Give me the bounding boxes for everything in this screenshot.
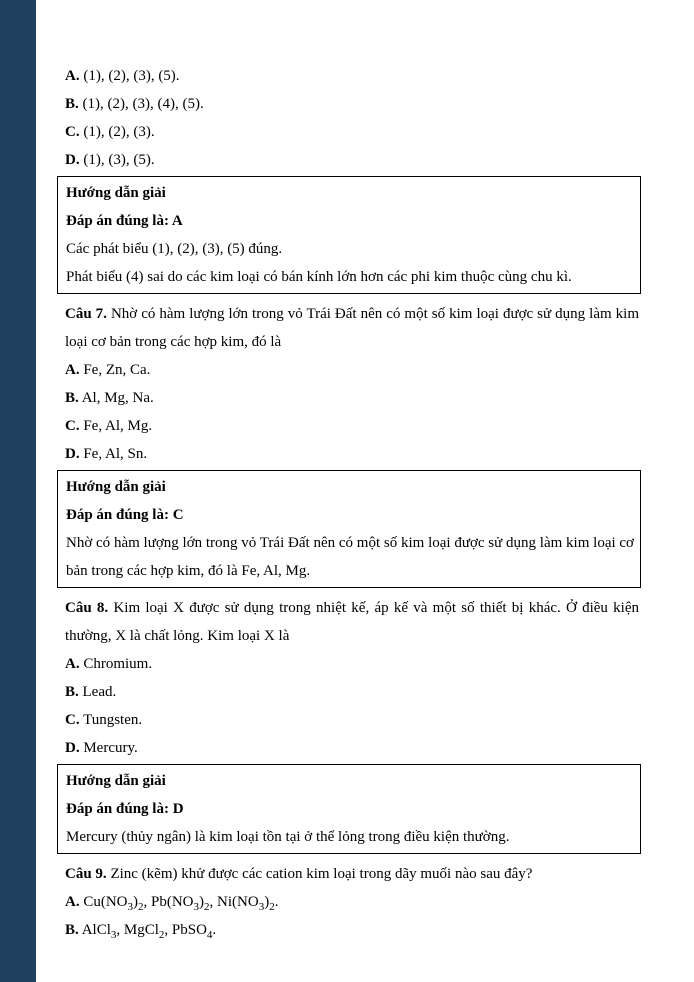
- text-run: D.: [65, 152, 80, 168]
- text-run: Đáp án đúng là: A: [66, 213, 183, 229]
- text-run: Cu(NO: [79, 894, 128, 910]
- subscript-run: 2: [158, 929, 165, 941]
- text-run: Các phát biểu (1), (2), (3), (5) đúng.: [66, 241, 283, 257]
- text-run: A.: [65, 362, 80, 378]
- text-run: (1), (2), (3), (5).: [79, 68, 180, 84]
- text-run: Hướng dẫn giải: [66, 479, 166, 495]
- text-run: Kim loại X được sử dụng trong nhiệt kế, áp kế và một số thiết bị khác. Ở điều kiện thường, X là chất lỏng. Kim loại X là: [65, 600, 639, 644]
- paragraph-group: [57, 62, 641, 174]
- text-run: AlCl: [78, 922, 111, 938]
- solution-box: [57, 470, 641, 588]
- text-run: Lead.: [78, 684, 117, 700]
- text-run: Hướng dẫn giải: [66, 185, 166, 201]
- subscript-run: 3: [110, 929, 117, 941]
- text-run: ): [199, 894, 205, 910]
- text-line: [57, 62, 641, 90]
- text-run: Câu 9.: [65, 866, 107, 882]
- text-line: [57, 412, 641, 440]
- text-run: (1), (2), (3).: [79, 124, 155, 140]
- subscript-run: 2: [204, 901, 210, 913]
- text-run: Tungsten.: [79, 712, 143, 728]
- subscript-run: 4: [206, 929, 213, 941]
- text-run: , PbSO: [164, 922, 207, 938]
- text-run: B.: [65, 96, 79, 112]
- text-run: Al, Mg, Na.: [78, 390, 154, 406]
- text-line: [58, 263, 636, 291]
- text-run: D.: [65, 740, 80, 756]
- text-run: C.: [65, 712, 80, 728]
- paragraph-group: [57, 300, 641, 468]
- paragraph-group: [57, 860, 641, 944]
- text-run: Mercury (thủy ngân) là kim loại tồn tại ở thể lỏng trong điều kiện thường.: [66, 829, 510, 845]
- subscript-run: 3: [193, 901, 200, 913]
- text-line: [58, 473, 636, 501]
- text-run: A.: [65, 656, 80, 672]
- left-edge-bar: [0, 0, 36, 982]
- solution-box: [57, 176, 641, 294]
- text-run: (1), (3), (5).: [79, 152, 155, 168]
- text-run: B.: [65, 684, 79, 700]
- text-line: [57, 300, 641, 356]
- text-line: [57, 678, 641, 706]
- text-line: [58, 529, 636, 585]
- text-run: A.: [65, 894, 80, 910]
- text-run: Đáp án đúng là: D: [66, 801, 184, 817]
- text-line: [58, 501, 636, 529]
- text-run: .: [212, 922, 217, 938]
- text-run: , Ni(NO: [209, 894, 259, 910]
- text-run: Hướng dẫn giải: [66, 773, 166, 789]
- text-run: .: [274, 894, 279, 910]
- text-run: Nhờ có hàm lượng lớn trong vỏ Trái Đất nên có một số kim loại được sử dụng làm kim loại cơ bản trong các hợp kim, đó là Fe, Al, Mg.: [66, 535, 634, 579]
- text-run: C.: [65, 418, 80, 434]
- text-run: C.: [65, 124, 80, 140]
- text-run: Đáp án đúng là: C: [66, 507, 184, 523]
- text-run: Fe, Al, Mg.: [79, 418, 153, 434]
- subscript-run: 2: [138, 901, 144, 913]
- text-run: A.: [65, 68, 80, 84]
- text-line: [57, 384, 641, 412]
- text-line: [57, 888, 641, 916]
- text-line: [58, 207, 636, 235]
- text-line: [57, 118, 641, 146]
- text-run: Câu 7.: [65, 306, 107, 322]
- text-line: [58, 795, 636, 823]
- text-run: D.: [65, 446, 80, 462]
- text-run: (1), (2), (3), (4), (5).: [78, 96, 204, 112]
- text-run: Mercury.: [79, 740, 138, 756]
- text-line: [57, 356, 641, 384]
- subscript-run: 2: [269, 901, 275, 913]
- text-run: Câu 8.: [65, 600, 109, 616]
- text-line: [58, 823, 636, 851]
- text-line: [57, 146, 641, 174]
- text-run: Chromium.: [79, 656, 153, 672]
- text-run: Fe, Zn, Ca.: [79, 362, 151, 378]
- text-line: [57, 594, 641, 650]
- text-line: [58, 179, 636, 207]
- text-run: ): [133, 894, 139, 910]
- text-line: [57, 90, 641, 118]
- text-line: [57, 650, 641, 678]
- text-run: Zinc (kẽm) khử được các cation kim loại trong dãy muối nào sau đây?: [106, 866, 533, 882]
- text-line: [57, 860, 641, 888]
- text-run: ): [264, 894, 270, 910]
- subscript-run: 3: [258, 901, 265, 913]
- text-line: [57, 706, 641, 734]
- text-line: [58, 767, 636, 795]
- text-line: [57, 440, 641, 468]
- text-run: , Pb(NO: [143, 894, 194, 910]
- text-line: [57, 734, 641, 762]
- text-run: Phát biểu (4) sai do các kim loại có bán kính lớn hơn các phi kim thuộc cùng chu kì.: [66, 269, 572, 285]
- solution-box: [57, 764, 641, 854]
- document-content: [57, 62, 641, 944]
- subscript-run: 3: [127, 901, 134, 913]
- text-run: B.: [65, 390, 79, 406]
- text-line: [57, 916, 641, 944]
- text-run: B.: [65, 922, 79, 938]
- text-run: , MgCl: [116, 922, 159, 938]
- text-run: Nhờ có hàm lượng lớn trong vỏ Trái Đất nên có một số kim loại được sử dụng làm kim loại cơ bản trong các hợp kim, đó là: [65, 306, 639, 350]
- text-line: [58, 235, 636, 263]
- paragraph-group: [57, 594, 641, 762]
- text-run: Fe, Al, Sn.: [79, 446, 148, 462]
